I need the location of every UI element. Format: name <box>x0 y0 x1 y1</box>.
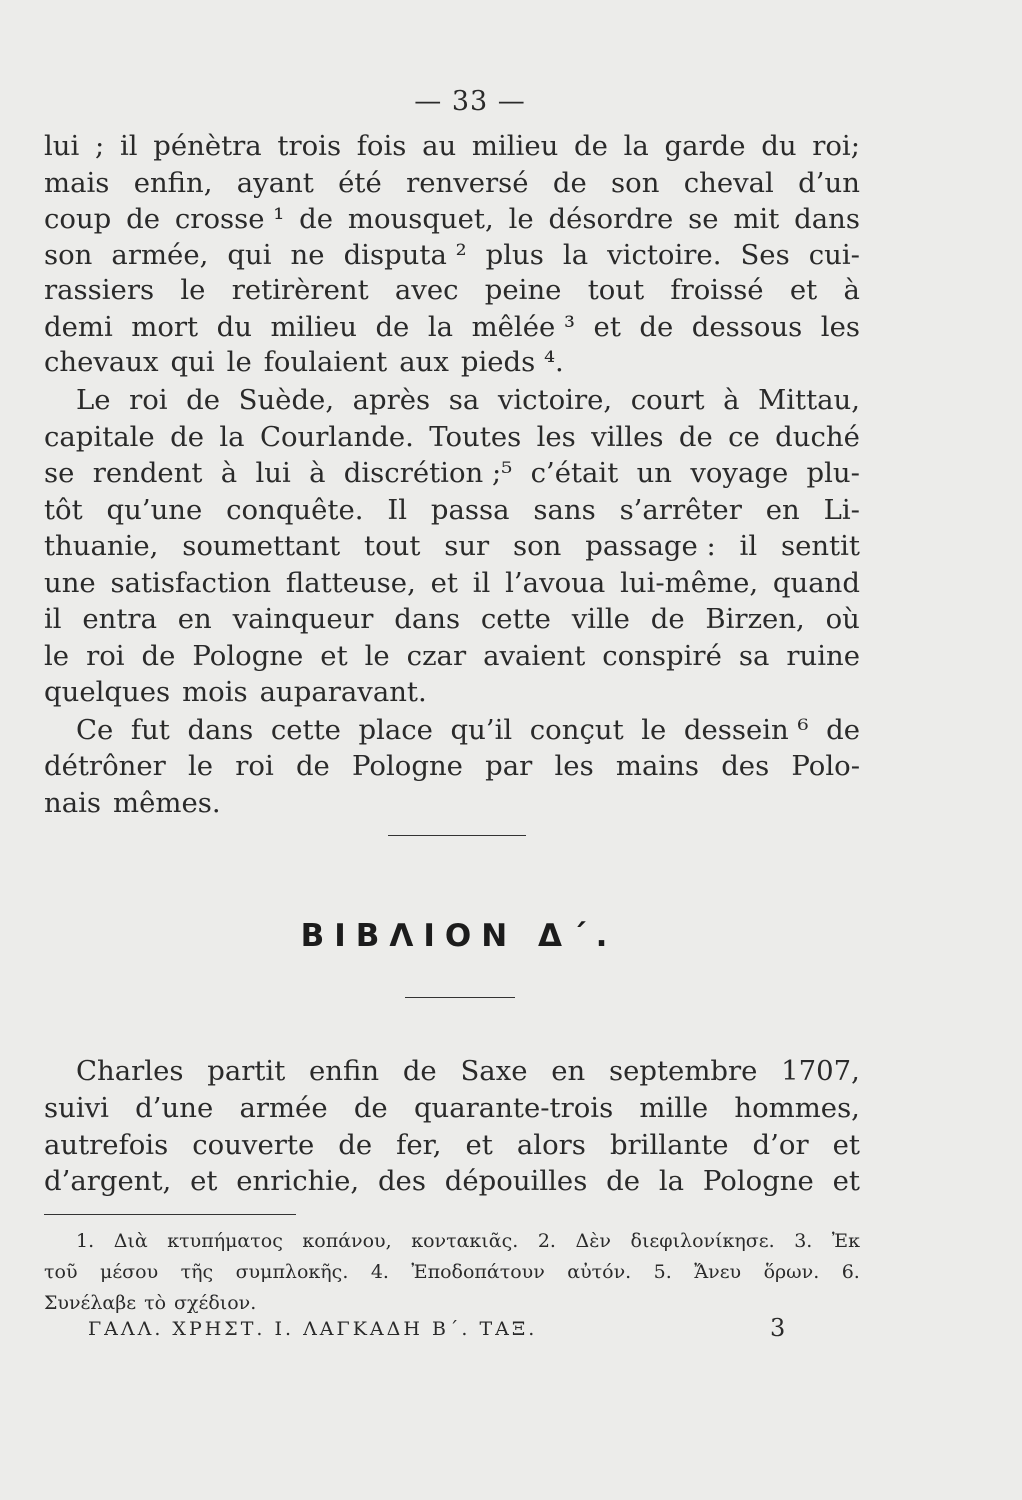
word: fut <box>130 714 170 746</box>
word: de <box>826 714 860 746</box>
word: mêlée ³ <box>471 311 576 343</box>
word: des <box>721 750 770 782</box>
word: son <box>611 167 660 199</box>
text-line <box>76 382 860 418</box>
word: le <box>641 714 667 746</box>
word: satisfaction <box>110 567 272 599</box>
word: flatteuse, <box>285 567 416 599</box>
word: alors <box>516 1129 586 1161</box>
word: froissé <box>670 274 764 306</box>
word: victoire. <box>607 239 722 271</box>
word: pieds ⁴. <box>460 346 564 378</box>
text-line <box>44 1163 860 1199</box>
word: victoire, <box>497 384 613 416</box>
word: de <box>552 167 587 199</box>
word: partit <box>207 1055 286 1087</box>
word: 4. <box>370 1261 389 1283</box>
word: σχέδιον. <box>174 1292 257 1314</box>
footnote-line <box>44 1257 860 1287</box>
publisher-signature: ΓΑΛΛ. ΧΡΗΣΤ. Ι. ΛΑΓΚΑΔΗ Β΄. ΤΑΞ. <box>88 1318 538 1340</box>
word: milieu <box>471 130 559 162</box>
word: il <box>119 130 138 162</box>
word: tôt <box>44 494 83 526</box>
word: voyage <box>690 457 789 489</box>
word: Ἄνευ <box>694 1261 742 1283</box>
word: roi <box>235 750 274 782</box>
word: auparavant. <box>259 676 427 708</box>
word: plu- <box>806 457 860 489</box>
text-line <box>44 1090 860 1126</box>
word: sa <box>738 640 770 672</box>
word: villes <box>591 421 664 453</box>
word: peine <box>484 274 562 306</box>
word: nais <box>44 787 102 819</box>
word: de <box>170 421 204 453</box>
text-line <box>44 748 860 784</box>
word: cette <box>270 714 341 746</box>
word: le <box>364 640 390 672</box>
word: capitale <box>44 421 155 453</box>
word: quarante-trois <box>413 1092 614 1124</box>
word: lui <box>44 130 80 162</box>
word: τῆς <box>180 1261 214 1283</box>
word: crosse ¹ <box>174 203 285 235</box>
word: dessous <box>691 311 803 343</box>
word: rendent <box>92 457 203 489</box>
word: Birzen, <box>705 603 805 635</box>
text-line <box>76 712 860 748</box>
word: mais <box>44 167 110 199</box>
word: des <box>377 1165 426 1197</box>
word: disputa ² <box>343 239 467 271</box>
word: passage : <box>585 530 716 562</box>
word: κοντακιᾶς. <box>411 1230 519 1252</box>
text-line <box>44 344 860 380</box>
word: renversé <box>406 167 529 199</box>
word: duché <box>775 421 860 453</box>
footnote-line <box>44 1288 860 1318</box>
word: quelques <box>44 676 171 708</box>
word: ὅρων. <box>763 1261 820 1283</box>
heading-divider <box>405 997 515 998</box>
word: κοπάνου, <box>302 1230 392 1252</box>
word: fois <box>356 130 407 162</box>
word: garde <box>664 130 746 162</box>
word: la <box>427 311 454 343</box>
footnote-line <box>76 1226 860 1256</box>
word: fer, <box>396 1129 442 1161</box>
word: à <box>843 274 860 306</box>
word: où <box>825 603 860 635</box>
word: et <box>430 567 458 599</box>
word: tout <box>587 274 645 306</box>
word: le <box>180 274 206 306</box>
word: de <box>650 603 685 635</box>
word: ce <box>728 421 760 453</box>
word: dessein ⁶ <box>683 714 809 746</box>
word: mort <box>131 311 199 343</box>
word: Ce <box>76 714 114 746</box>
word: de <box>375 311 410 343</box>
word: ayant <box>236 167 314 199</box>
page-number: — 33 — <box>414 86 526 117</box>
word: 2. <box>537 1230 556 1252</box>
word: lui <box>255 457 291 489</box>
word: 3. <box>794 1230 813 1252</box>
word: tout <box>364 530 421 562</box>
word: armée, <box>111 239 209 271</box>
word: la <box>658 1165 685 1197</box>
word: Suède, <box>238 384 335 416</box>
word: ne <box>290 239 325 271</box>
word: Saxe <box>460 1055 528 1087</box>
word: de <box>141 640 176 672</box>
word: en <box>551 1055 586 1087</box>
text-line <box>44 309 860 345</box>
word: les <box>820 311 860 343</box>
word: par <box>485 750 533 782</box>
word: lui-même, <box>620 567 759 599</box>
word: 1. <box>76 1230 95 1252</box>
word: de <box>678 421 713 453</box>
word: roi <box>129 384 168 416</box>
word: la <box>562 239 589 271</box>
word: chevaux <box>44 346 159 378</box>
text-line <box>44 492 860 528</box>
word: entra <box>82 603 157 635</box>
word: roi <box>86 640 125 672</box>
word: τοῦ <box>44 1261 78 1283</box>
text-line <box>44 674 860 710</box>
text-line <box>44 638 860 674</box>
word: mêmes. <box>113 787 221 819</box>
word: foulaient <box>263 346 388 378</box>
word: et <box>593 311 621 343</box>
word: hommes, <box>734 1092 860 1124</box>
word: du <box>761 130 797 162</box>
word: thuanie, <box>44 530 159 562</box>
word: czar <box>406 640 467 672</box>
word: c’était <box>530 457 619 489</box>
word: 1707, <box>781 1055 860 1087</box>
word: Ses <box>740 239 790 271</box>
text-line <box>44 1127 860 1163</box>
word: Polo- <box>791 750 860 782</box>
word: de <box>338 1129 373 1161</box>
word: milieu <box>270 311 357 343</box>
word: dans <box>394 603 461 635</box>
word: de <box>295 750 330 782</box>
word: qui <box>170 346 215 378</box>
word: d’argent, <box>44 1165 172 1197</box>
word: qu’une <box>106 494 203 526</box>
word: de <box>606 1165 641 1197</box>
word: de <box>353 1092 388 1124</box>
text-line <box>44 165 860 201</box>
word: son <box>513 530 562 562</box>
word: sur <box>444 530 490 562</box>
text-line <box>44 455 860 491</box>
word: couverte <box>192 1129 315 1161</box>
word: à <box>723 384 740 416</box>
word: de <box>639 311 674 343</box>
text-line <box>44 272 860 308</box>
sheet-number: 3 <box>770 1314 786 1342</box>
word: sentit <box>780 530 860 562</box>
word: αὐτόν. <box>567 1261 632 1283</box>
word: un <box>636 457 673 489</box>
word: Pologne <box>192 640 304 672</box>
word: Δὲν <box>575 1230 611 1252</box>
word: 5. <box>653 1261 672 1283</box>
word: mille <box>639 1092 709 1124</box>
word: d’une <box>135 1092 214 1124</box>
word: d’or <box>752 1129 809 1161</box>
word: sans <box>533 494 596 526</box>
word: et <box>789 274 818 306</box>
word: trois <box>277 130 342 162</box>
word: après <box>352 384 431 416</box>
text-line <box>44 128 860 164</box>
word: court <box>630 384 705 416</box>
word: Ἐκ <box>831 1230 860 1252</box>
word: retirèrent <box>231 274 369 306</box>
word: Pologne <box>352 750 463 782</box>
word: il <box>472 567 491 599</box>
word: détrôner <box>44 750 166 782</box>
text-line <box>44 528 860 564</box>
word: s’arrêter <box>619 494 742 526</box>
text-line <box>44 601 860 637</box>
word: une <box>44 567 96 599</box>
word: Ἐποδοπάτουν <box>411 1261 545 1283</box>
word: en <box>177 603 212 635</box>
word: été <box>338 167 382 199</box>
word: 6. <box>841 1261 860 1283</box>
word: armée <box>239 1092 328 1124</box>
word: qu’il <box>450 714 513 746</box>
word: à <box>309 457 326 489</box>
word: quand <box>772 567 860 599</box>
word: de <box>574 130 608 162</box>
word: Συνέλαβε <box>44 1292 137 1314</box>
word: au <box>422 130 457 162</box>
word: mousquet, <box>347 203 494 235</box>
word: Li- <box>823 494 860 526</box>
word: mains <box>615 750 699 782</box>
word: plus <box>485 239 544 271</box>
word: la <box>623 130 649 162</box>
word: Charles <box>76 1055 184 1087</box>
word: avec <box>394 274 459 306</box>
word: en <box>765 494 800 526</box>
word: cui- <box>808 239 860 271</box>
word: de <box>186 384 221 416</box>
footnote-rule <box>44 1214 296 1215</box>
word: les <box>536 421 576 453</box>
word: qui <box>227 239 272 271</box>
word: le <box>226 346 252 378</box>
word: se <box>44 457 75 489</box>
word: aux <box>399 346 449 378</box>
word: conquête. <box>226 494 364 526</box>
word: les <box>554 750 594 782</box>
word: pénètra <box>153 130 262 162</box>
word: roi; <box>812 130 860 162</box>
word: μέσου <box>99 1261 159 1283</box>
word: de <box>402 1055 437 1087</box>
text-line <box>44 785 860 821</box>
word: τὸ <box>144 1292 167 1314</box>
word: se <box>688 203 719 235</box>
word: il <box>44 603 62 635</box>
word: conçut <box>529 714 624 746</box>
word: dans <box>187 714 254 746</box>
word: mois <box>182 676 248 708</box>
word: désordre <box>548 203 674 235</box>
word: l’avoua <box>505 567 606 599</box>
word: κτυπήματος <box>167 1230 283 1252</box>
word: suivi <box>44 1092 109 1124</box>
word: d’un <box>798 167 860 199</box>
word: son <box>44 239 93 271</box>
word: Il <box>387 494 408 526</box>
word: le <box>508 203 534 235</box>
word: de <box>126 203 161 235</box>
text-line <box>44 565 860 601</box>
word: Διὰ <box>113 1230 148 1252</box>
word: dépouilles <box>444 1165 588 1197</box>
section-divider <box>388 835 526 836</box>
word: Pologne <box>702 1165 814 1197</box>
word: Mittau, <box>758 384 860 416</box>
word: cheval <box>683 167 774 199</box>
word: septembre <box>609 1055 758 1087</box>
word: avaient <box>483 640 586 672</box>
word: rassiers <box>44 274 155 306</box>
text-line <box>76 1053 860 1089</box>
word: et <box>832 1129 860 1161</box>
word: soumettant <box>182 530 341 562</box>
word: du <box>216 311 252 343</box>
word: autrefois <box>44 1129 169 1161</box>
word: et <box>465 1129 493 1161</box>
text-line <box>44 201 860 237</box>
word: ville <box>571 603 630 635</box>
text-line <box>44 237 860 273</box>
word: il <box>739 530 758 562</box>
word: passa <box>430 494 510 526</box>
word: cette <box>480 603 551 635</box>
word: enfin <box>309 1055 380 1087</box>
word: le <box>44 640 70 672</box>
word: vainqueur <box>232 603 374 635</box>
word: dans <box>794 203 860 235</box>
word: et <box>832 1165 860 1197</box>
text-line <box>44 419 860 455</box>
word: ; <box>95 130 105 162</box>
word: συμπλοκῆς. <box>235 1261 349 1283</box>
word: demi <box>44 311 113 343</box>
word: conspiré <box>602 640 722 672</box>
word: discrétion ;⁵ <box>343 457 513 489</box>
word: et <box>190 1165 218 1197</box>
word: place <box>358 714 433 746</box>
word: la <box>219 421 245 453</box>
word: de <box>299 203 334 235</box>
word: et <box>320 640 348 672</box>
word: sa <box>448 384 480 416</box>
word: Toutes <box>429 421 522 453</box>
word: ruine <box>786 640 860 672</box>
word: enfin, <box>133 167 213 199</box>
word: Le <box>76 384 111 416</box>
word: brillante <box>609 1129 729 1161</box>
word: enrichie, <box>236 1165 360 1197</box>
word: à <box>220 457 238 489</box>
word: mit <box>733 203 780 235</box>
word: διεφιλονίκησε. <box>630 1230 775 1252</box>
book-heading: ΒΙΒΛΙΟΝ Δ΄. <box>300 918 618 954</box>
word: Courlande. <box>259 421 414 453</box>
word: le <box>187 750 214 782</box>
word: coup <box>44 203 112 235</box>
